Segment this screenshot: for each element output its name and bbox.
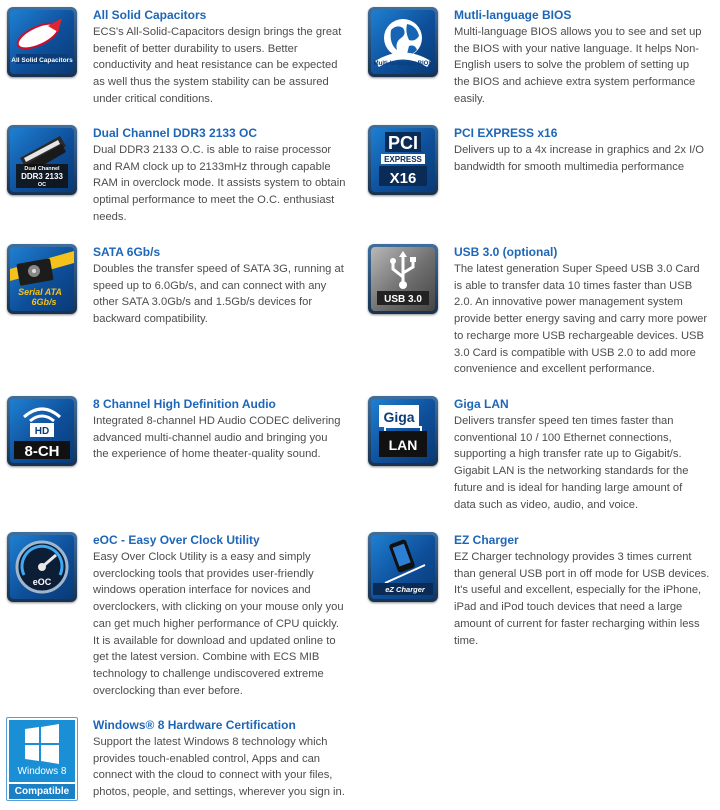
desc-line: conductivity and heat resistance can be expected: [93, 59, 338, 72]
desc-line: convenience and excellent performance.: [454, 363, 655, 376]
feature-title: EZ Charger: [454, 533, 519, 547]
desc-line: photos, people, and settings, wherever you sign in.: [93, 786, 345, 799]
desc-line: benefit of better durability to users. Better: [93, 42, 298, 55]
desc-line: connect with the cloud to connect with your files,: [93, 769, 333, 782]
feature-description: [93, 261, 344, 328]
icon-text: OC: [37, 182, 47, 188]
desc-line: overclocking than ever before.: [93, 684, 243, 697]
feature-description: [93, 549, 344, 699]
feature-description: [454, 142, 704, 175]
feature-title: PCI EXPRESS x16: [454, 126, 558, 140]
desc-line: the BIOS with your native language. It helps Non-: [454, 42, 700, 55]
desc-line: to recharge more USB rechargeable devices. USB: [454, 329, 704, 342]
desc-line: and RAM clock up to 2133mHz through capable: [93, 160, 331, 173]
desc-line: time.: [454, 634, 479, 647]
desc-line: provides touch-enabled control, Apps and can: [93, 752, 321, 765]
desc-line: supporting a high transfer rate up to Gigabit/s.: [454, 448, 682, 461]
desc-line: The latest generation Super Speed USB 3.0 Card: [454, 263, 700, 275]
desc-line: Easy Over Clock Utility is a easy and simply: [93, 551, 311, 563]
desc-line: backward compatibility.: [93, 313, 208, 326]
desc-line: It's useful and excellent, especially for the iPhone,: [454, 584, 702, 597]
usb-icon: [368, 244, 438, 314]
desc-line: bandwidth for smooth multimedia performance: [454, 160, 685, 173]
feature-title: Windows® 8 Hardware Certification: [93, 718, 296, 732]
desc-line: easily.: [454, 92, 485, 105]
desc-line: Doubles the transfer speed of SATA 3G, running at: [93, 263, 344, 275]
icon-text: Multi-language BIOS: [373, 61, 433, 67]
icon-text: X16: [389, 170, 417, 187]
desc-line: the experience of home theater-quality sound.: [93, 448, 321, 461]
icon-text: eOC: [32, 577, 52, 587]
desc-line: the BIOS and achieve extra system performance: [454, 76, 696, 89]
feature-description: [454, 549, 709, 649]
desc-line: as well thus the system stability can be assured: [93, 76, 329, 89]
icon-text: 8-CH: [24, 443, 60, 460]
desc-line: It is available for download and updated online to: [93, 634, 336, 647]
icon-text: All Solid Capacitors: [11, 57, 73, 64]
desc-line: windows operation interface for novices and: [93, 584, 311, 597]
desc-line: overclockers, with clicking on your mouse only you: [93, 601, 344, 614]
feature-description: [454, 261, 707, 378]
icon-text: EXPRESS: [384, 155, 422, 164]
compatible-label: Compatible: [9, 784, 75, 799]
desc-line: EZ Charger technology provides 3 times current: [454, 551, 692, 563]
icon-text: Dual Channel: [24, 166, 60, 172]
icon-text: Serial ATA: [18, 287, 62, 297]
desc-line: Gigabit LAN is the networking standards for the: [454, 465, 689, 478]
globe-bios-icon: [368, 7, 438, 77]
icon-text: Giga: [383, 409, 415, 425]
speedometer-icon: [7, 532, 77, 602]
desc-line: 2.0. An innovative power management system: [454, 296, 683, 309]
feature-title: All Solid Capacitors: [93, 8, 207, 22]
pci-express-icon: [368, 125, 438, 195]
desc-line: Dual DDR3 2133 O.C. is able to raise processor: [93, 144, 332, 156]
desc-line: needs.: [93, 210, 127, 223]
ez-charger-icon: [368, 532, 438, 602]
desc-line: amount of current for faster recharging within less: [454, 617, 700, 630]
icon-text: HD: [34, 426, 50, 437]
desc-line: get the latest version. Combine with ECS MIB: [93, 651, 320, 664]
desc-line: 3.0 Card is compatible with USB 2.0 to add more: [454, 346, 696, 359]
feature-title: 8 Channel High Definition Audio: [93, 397, 276, 411]
windows8-logo-icon: [6, 717, 78, 801]
desc-line: English users to solve the problem of setting up: [454, 59, 690, 72]
desc-line: iPad and iPod touch devices that need a large: [454, 601, 683, 614]
desc-line: Delivers up to a 4x increase in graphics and 2x I/O: [454, 144, 704, 156]
feature-description: [93, 142, 345, 226]
icon-text: 6Gb/s: [31, 297, 57, 307]
desc-line: technology to challenge undiscovered extreme: [93, 667, 324, 680]
desc-line: RAM in overclock mode. It assists system to obtain: [93, 177, 346, 190]
feature-description: [93, 734, 345, 801]
sata-icon: [7, 244, 77, 314]
desc-line: under critical conditions.: [93, 92, 214, 105]
desc-line: other SATA 3.0Gb/s and 1.5Gb/s devices for: [93, 296, 313, 309]
icon-text: eZ Charger: [385, 585, 425, 594]
desc-line: Delivers transfer speed ten times faster than: [454, 415, 674, 427]
desc-line: conventional 10 / 100 Ethernet connections,: [454, 431, 672, 444]
feature-title: Mutli-language BIOS: [454, 8, 572, 22]
ddr3-memory-icon: [7, 125, 77, 195]
desc-line: Integrated 8-channel HD Audio CODEC delivering: [93, 415, 341, 427]
icon-text: DDR3 2133: [21, 172, 63, 181]
desc-line: overclocking tools that provides user-friendly: [93, 567, 314, 580]
feature-title: eOC - Easy Over Clock Utility: [93, 533, 260, 547]
icon-text: LAN: [388, 437, 418, 453]
desc-line: future and is ideal for handing large amount of: [454, 481, 683, 494]
feature-description: [454, 413, 688, 513]
desc-line: data such as video, audio, and voice.: [454, 498, 639, 511]
feature-description: [93, 24, 341, 108]
desc-line: optimal performance to meet the O.C. enthusiast: [93, 194, 335, 207]
feature-description: [93, 413, 341, 463]
desc-line: Support the latest Windows 8 technology which: [93, 736, 328, 748]
windows8-label: Windows 8: [17, 766, 67, 777]
feature-description: [454, 24, 702, 108]
icon-text: PCI: [387, 133, 419, 153]
feature-title: USB 3.0 (optional): [454, 245, 558, 259]
desc-line: advanced multi-channel audio and bringing you: [93, 431, 328, 444]
hd-audio-icon: [7, 396, 77, 466]
desc-line: can get much higher performance of CPU quickly.: [93, 617, 340, 630]
feature-title: Giga LAN: [454, 397, 509, 411]
solid-capacitors-icon: [7, 7, 77, 77]
icon-text: USB 3.0: [384, 294, 422, 305]
feature-title: SATA 6Gb/s: [93, 245, 161, 259]
giga-lan-icon: [368, 396, 438, 466]
desc-line: speed up to 6.0Gb/s, and can connect with any: [93, 279, 327, 292]
desc-line: ECS's All-Solid-Capacitors design brings the great: [93, 26, 342, 38]
desc-line: provide better energy saving and carry more power: [454, 313, 708, 326]
desc-line: Multi-language BIOS allows you to see and set up: [454, 26, 702, 38]
feature-title: Dual Channel DDR3 2133 OC: [93, 126, 258, 140]
desc-line: than general USB port in off mode for USB devices.: [454, 567, 710, 580]
desc-line: is able to transfer data 10 times faster than USB: [454, 279, 693, 292]
